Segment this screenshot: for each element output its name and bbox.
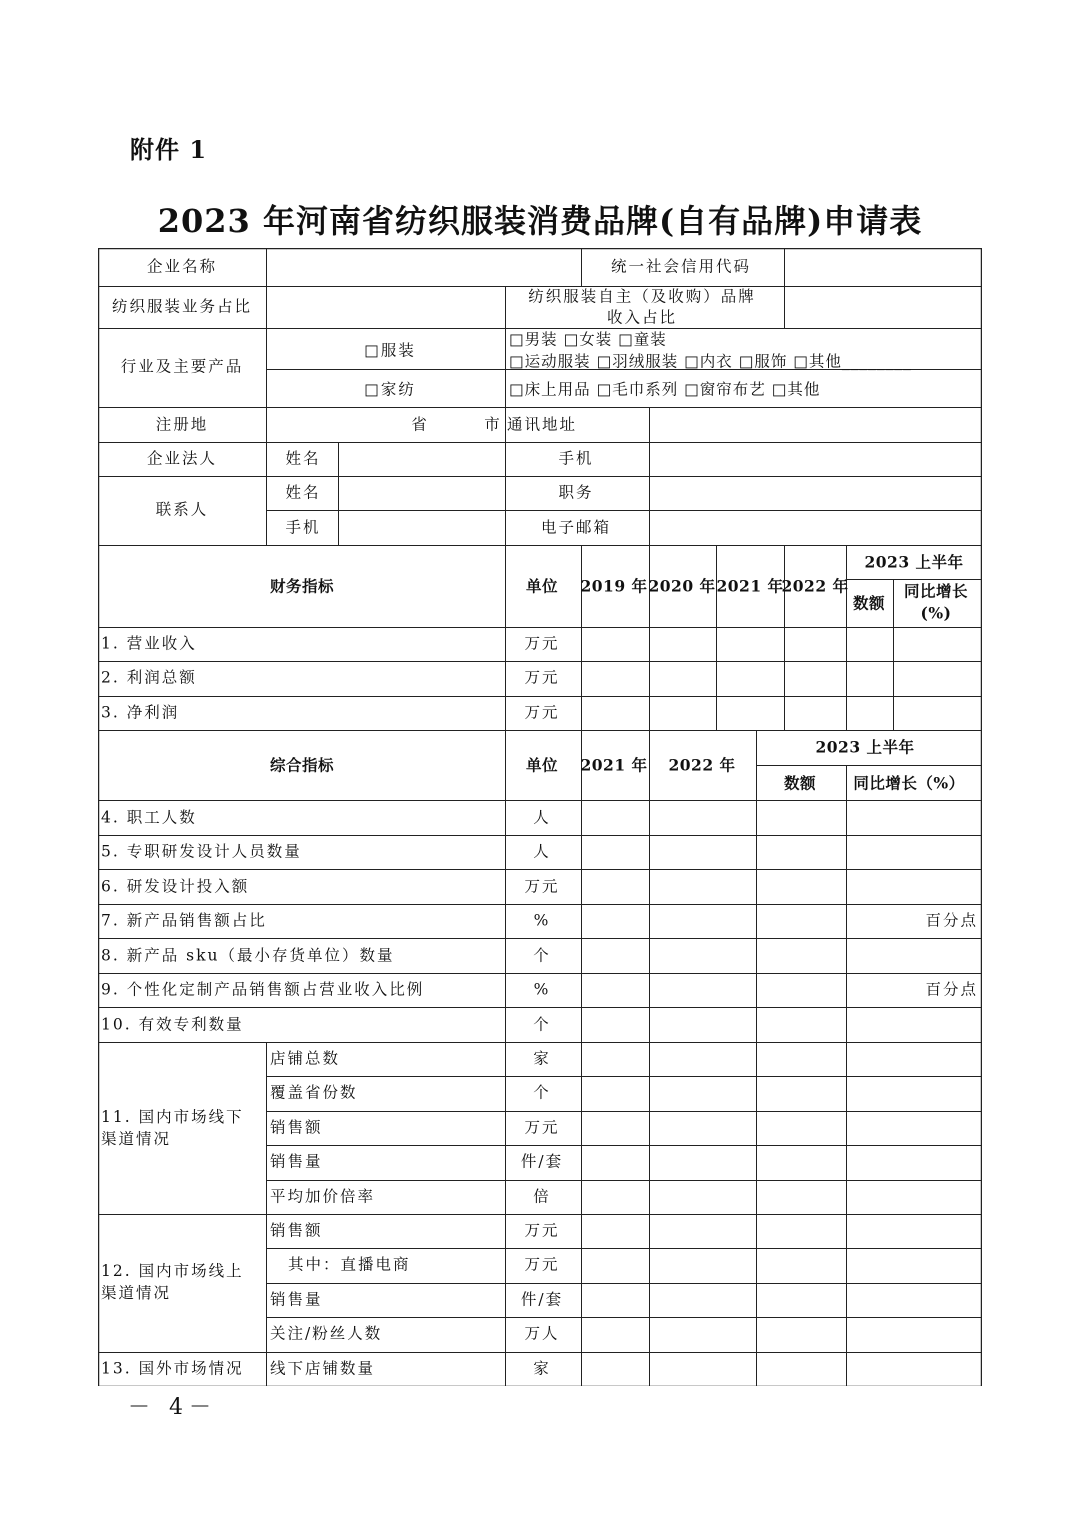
offline-sales: 销售额 <box>270 1118 323 1137</box>
contact-mobile-label: 手机 <box>285 518 321 537</box>
row-custom-sales-unit: % <box>533 980 551 999</box>
row-new-sku-unit: 个 <box>533 946 551 965</box>
foreign-stores-unit: 家 <box>533 1359 551 1378</box>
row-new-product-share-note: 百分点 <box>925 911 978 930</box>
row-custom-sales-note: 百分点 <box>925 980 978 999</box>
brand-share-label: 纺织服装自主（及收购）品牌 <box>528 287 756 306</box>
finance-heading: 财务指标 <box>269 576 335 596</box>
offline-provinces: 覆盖省份数 <box>270 1083 358 1102</box>
composite-heading: 综合指标 <box>269 755 335 775</box>
page-number: － 4－ <box>128 1395 217 1420</box>
row-new-product-share-unit: % <box>533 911 551 930</box>
finance-unit-header: 单位 <box>525 576 559 596</box>
online-livestream-unit: 万元 <box>524 1255 560 1274</box>
offline-volume-unit: 件/套 <box>520 1152 564 1171</box>
online-sales-unit: 万元 <box>524 1221 560 1240</box>
finance-yoy-unit: (%) <box>920 603 952 623</box>
offline-channel-label: 11. 国内市场线下渠道情况 <box>101 1108 244 1148</box>
offline-markup-unit: 倍 <box>533 1187 551 1206</box>
apparel-options-2[interactable]: □运动服装 □羽绒服装 □内衣 □服饰 □其他________ <box>509 352 912 371</box>
registered-label: 注册地 <box>155 415 209 434</box>
row-custom-sales: 9. 个性化定制产品销售额占营业收入比例 <box>101 980 425 999</box>
row-patents: 10. 有效专利数量 <box>101 1015 244 1034</box>
province-label: 省 <box>411 415 429 434</box>
online-followers-unit: 万人 <box>524 1324 560 1343</box>
offline-volume: 销售量 <box>270 1152 323 1171</box>
finance-amount-header: 数额 <box>852 593 886 613</box>
composite-unit-header: 单位 <box>525 755 559 775</box>
legal-person-label: 企业法人 <box>146 449 218 468</box>
application-table <box>98 248 982 1386</box>
finance-row-net-profit-unit: 万元 <box>524 703 560 722</box>
legal-name-label: 姓名 <box>285 449 321 468</box>
city-label: 市 <box>484 415 502 434</box>
composite-year-2022: 2022 年 <box>668 755 736 775</box>
row-patents-unit: 个 <box>533 1015 551 1034</box>
row-employees: 4. 职工人数 <box>101 808 197 827</box>
finance-row-revenue-unit: 万元 <box>524 634 560 653</box>
finance-row-total-profit: 2. 利润总额 <box>101 668 197 687</box>
online-sales: 销售额 <box>270 1221 323 1240</box>
row-new-product-share: 7. 新产品销售额占比 <box>101 911 267 930</box>
legal-mobile-label: 手机 <box>558 449 594 468</box>
row-rd-staff: 5. 专职研发设计人员数量 <box>101 842 302 861</box>
apparel-checkbox[interactable]: □服装 <box>364 341 416 360</box>
composite-year-2021: 2021 年 <box>580 755 648 775</box>
row-rd-investment: 6. 研发设计投入额 <box>101 877 250 896</box>
row-rd-investment-unit: 万元 <box>524 877 560 896</box>
foreign-stores: 线下店铺数量 <box>270 1359 376 1378</box>
finance-year-2022: 2022 年 <box>781 576 849 596</box>
address-label: 通讯地址 <box>506 415 578 434</box>
composite-amount-header: 数额 <box>783 773 817 793</box>
contact-position-label: 职务 <box>558 483 594 502</box>
finance-year-2020: 2020 年 <box>648 576 716 596</box>
offline-provinces-unit: 个 <box>533 1083 551 1102</box>
contact-label: 联系人 <box>155 500 209 519</box>
brand-share-label-2: 收入占比 <box>606 308 678 327</box>
finance-row-total-profit-unit: 万元 <box>524 668 560 687</box>
finance-year-2019: 2019 年 <box>580 576 648 596</box>
row-new-sku: 8. 新产品 sku（最小存货单位）数量 <box>101 946 395 965</box>
attachment-label: 附件 1 <box>130 135 208 164</box>
online-followers: 关注/粉丝人数 <box>270 1324 383 1343</box>
contact-email-label: 电子邮箱 <box>540 518 612 537</box>
finance-year-2021: 2021 年 <box>716 576 784 596</box>
offline-stores: 店铺总数 <box>270 1049 341 1068</box>
finance-yoy-header: 同比增长 <box>903 581 969 601</box>
row-employees-unit: 人 <box>533 808 551 827</box>
industry-label: 行业及主要产品 <box>120 357 244 376</box>
page-title: 2023 年河南省纺织服装消费品牌(自有品牌)申请表 <box>157 202 923 240</box>
composite-h1-2023: 2023 上半年 <box>815 737 915 757</box>
online-livestream: 其中：直播电商 <box>288 1255 411 1274</box>
hometextile-options[interactable]: □床上用品 □毛巾系列 □窗帘布艺 □其他 <box>509 380 821 399</box>
finance-row-net-profit: 3. 净利润 <box>101 703 180 722</box>
hometextile-checkbox[interactable]: □家纺 <box>364 380 416 399</box>
foreign-market-label: 13. 国外市场情况 <box>101 1359 244 1378</box>
composite-yoy-header: 同比增长（%） <box>853 773 965 793</box>
textile-share-label: 纺织服装业务占比 <box>111 297 253 316</box>
company-name-label: 企业名称 <box>146 257 218 276</box>
offline-markup: 平均加价倍率 <box>270 1187 376 1206</box>
credit-code-label: 统一社会信用代码 <box>610 257 752 276</box>
contact-name-label: 姓名 <box>285 483 321 502</box>
offline-sales-unit: 万元 <box>524 1118 560 1137</box>
offline-stores-unit: 家 <box>533 1049 551 1068</box>
finance-row-revenue: 1. 营业收入 <box>101 634 197 653</box>
online-channel-label: 12. 国内市场线上渠道情况 <box>101 1262 244 1302</box>
finance-h1-2023: 2023 上半年 <box>864 552 964 572</box>
apparel-options-1[interactable]: □男装 □女装 □童装 <box>509 330 667 349</box>
row-rd-staff-unit: 人 <box>533 842 551 861</box>
online-volume-unit: 件/套 <box>520 1290 564 1309</box>
online-volume: 销售量 <box>270 1290 323 1309</box>
